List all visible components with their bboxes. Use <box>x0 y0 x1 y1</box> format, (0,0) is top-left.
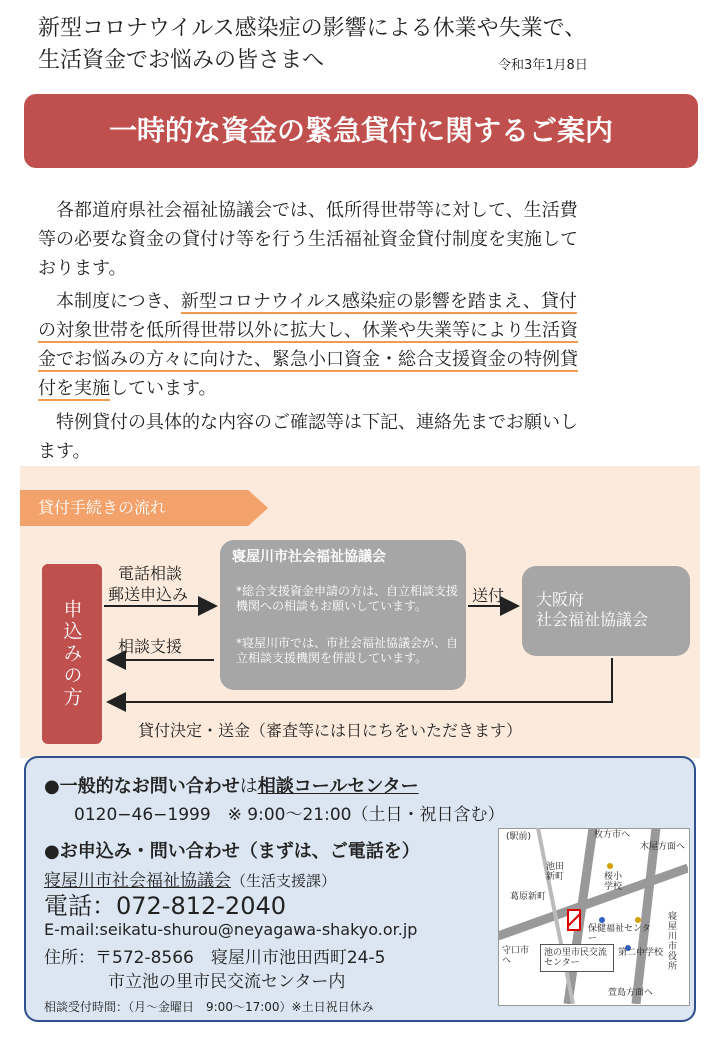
email-address[interactable]: E-mail:seikatu-shurou@neyagawa-shakyo.or.jp <box>44 920 418 939</box>
map-label-kayashima-dir: 萱島方面へ <box>608 988 654 998</box>
mail-apply-label: 郵送申込み <box>108 585 189 604</box>
decision-label: 貸付決定・送金（審査等には日にちをいただきます） <box>138 721 523 740</box>
page-title: 一時的な資金の緊急貸付に関するご案内 <box>108 114 613 147</box>
map-label-kayashima: 葛原新町 <box>510 892 547 902</box>
map-roads <box>498 828 688 1004</box>
intro-line: 等の必要な資金の貸付け等を行う生活福祉資金貸付制度を実施して <box>38 229 578 250</box>
map-label: (駅前) <box>506 832 532 842</box>
intro-text: 本制度につき、 <box>38 291 181 312</box>
hotline-number[interactable]: 0120−46−1999 ※ 9:00〜21:00（土日・祝日含む） <box>74 805 505 825</box>
call-center-label: 相談コールセンター <box>257 776 419 797</box>
neyagawa-note: *総合支援資金申請の方は、自立相談支援機関への相談もお願いしています。 <box>236 584 459 613</box>
intro-underlined: 付を実施 <box>38 378 110 399</box>
org-name: 寝屋川市社会福祉協議会 <box>44 871 231 891</box>
map-label-center: 池の里市民交流センター <box>540 944 614 972</box>
issue-date: 令和3年1月8日 <box>498 58 588 73</box>
general-inquiry-prefix: ●一般的なお問い合わせ <box>44 776 240 797</box>
consult-support-label: 相談支援 <box>118 637 183 656</box>
intro-line: ます。 <box>38 441 91 462</box>
osaka-council-line: 大阪府 <box>536 590 585 609</box>
neyagawa-council-title: 寝屋川市社会福祉協議会 <box>232 549 386 565</box>
intro-underlined: 新型コロナウイルス感染症の影響を踏まえ、貸付 <box>180 291 577 312</box>
map-label-city-hall: 寝屋川市役所 <box>668 912 678 972</box>
general-inquiry <box>44 772 419 798</box>
map-label-sakura-school: 桜小学校 <box>604 872 623 892</box>
reception-hours: 相談受付時間：（月〜金曜日 9:00〜17:00）※土日祝日休み <box>44 1000 374 1014</box>
send-label: 送付 <box>472 586 505 605</box>
flow-tab-label: 貸付手続きの流れ <box>38 498 167 517</box>
address-line: 市立池の里市民交流センター内 <box>108 972 346 992</box>
header-line-2: 生活資金でお悩みの皆さまへ <box>38 48 325 73</box>
header-line-1: 新型コロナウイルス感染症の影響による休業や失業で、 <box>38 16 587 41</box>
apply-heading: ●お申込み・問い合わせ（まずは、ご電話を） <box>44 841 420 862</box>
neyagawa-note: *寝屋川市では、市社会福祉協議会が、自立相談支援機関を併設しています。 <box>236 636 459 665</box>
intro-underlined-line: の対象世帯を低所得世帯以外に拡大し、休業や失業等により生活資 <box>38 320 578 341</box>
intro-text: しています。 <box>110 378 217 399</box>
org-dept: （生活支援課） <box>231 872 337 890</box>
map-label-moriguchi: 守口市へ <box>502 946 530 966</box>
general-inquiry-mid: は <box>239 776 258 797</box>
arrow-decision <box>110 658 612 702</box>
intro-line: 各都道府県社会福祉協議会では、低所得世帯等に対して、生活費 <box>38 200 578 221</box>
map-label-dai2: 第二中学校 <box>618 948 664 958</box>
intro-line: おります。 <box>38 258 127 279</box>
phone-number[interactable]: 電話：072-812-2040 <box>44 892 287 920</box>
intro-line: 特例貸付の具体的な内容のご確認等は下記、連絡先までお願いし <box>38 412 578 433</box>
map-label-hoken: 保健福祉センター <box>588 924 651 944</box>
osaka-council-line: 社会福祉協議会 <box>536 610 649 629</box>
applicant-label: 申込みの方 <box>60 599 83 709</box>
map-label-hirakata: 枚方市へ <box>594 830 631 840</box>
address-line: 住所：〒572-8566 寝屋川市池田西町24-5 <box>44 948 386 968</box>
phone-consult-label: 電話相談 <box>118 564 183 583</box>
intro-underlined-line: 金でお悩みの方々に向けた、緊急小口資金・総合支援資金の特例貸 <box>38 349 578 370</box>
map-label-ikedashin: 池田新町 <box>546 862 565 882</box>
map-label-kozakai: 木屋方面へ <box>640 842 686 852</box>
